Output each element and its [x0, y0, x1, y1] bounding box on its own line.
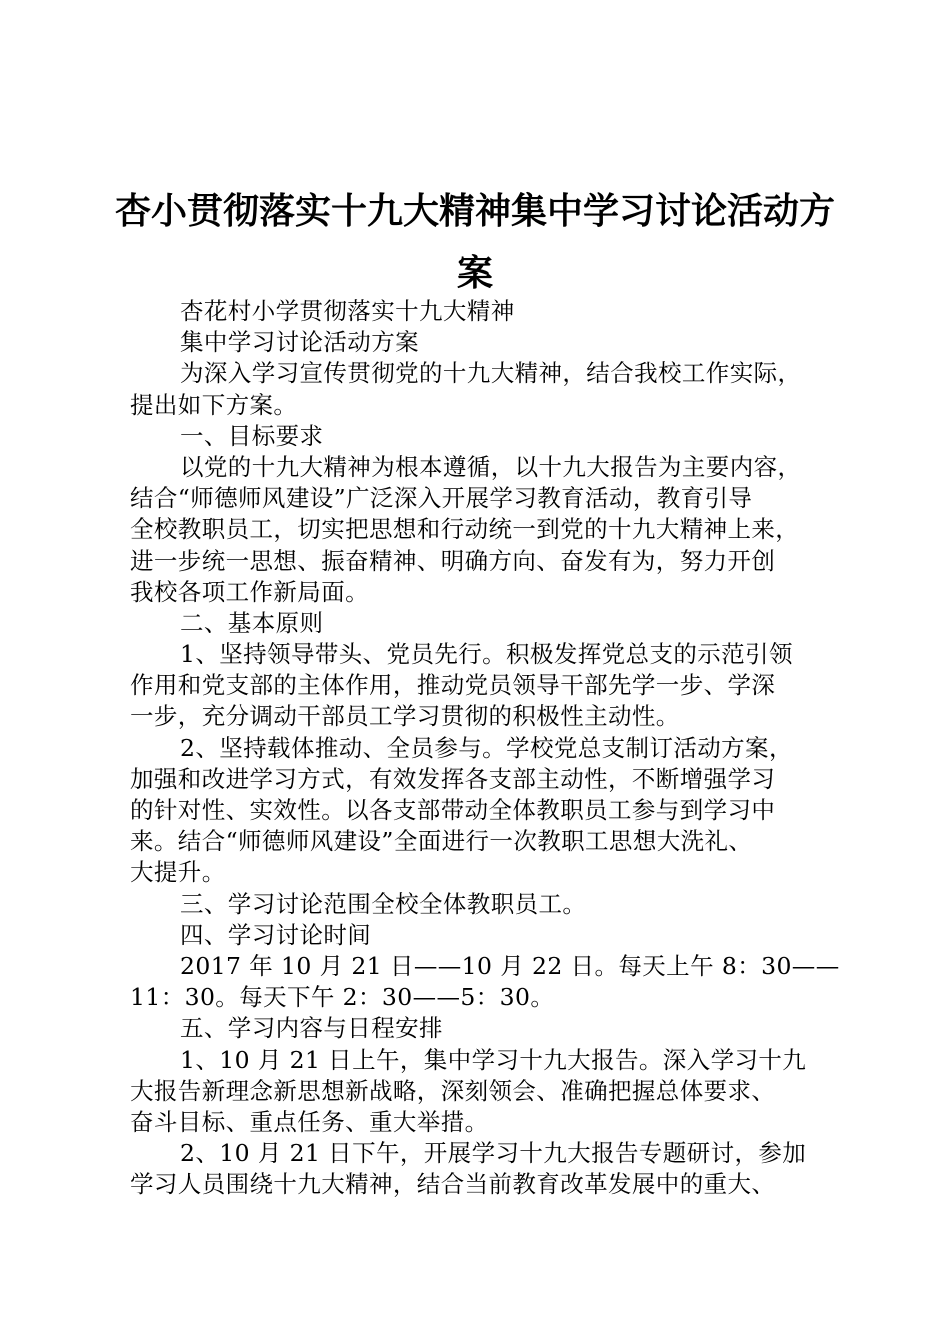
paragraph-line: 四、学习讨论时间 — [180, 920, 372, 949]
paragraph-line: 11：30。每天下午 2：30——5：30。 — [130, 983, 555, 1012]
paragraph-line: 为深入学习宣传贯彻党的十九大精神，结合我校工作实际， — [180, 359, 802, 388]
paragraph-line: 的针对性、实效性。以各支部带动全体教职员工参与到学习中 — [130, 796, 776, 824]
paragraph-line: 奋斗目标、重点任务、重大举措。 — [130, 1107, 489, 1136]
document-title-line-2: 案 — [456, 253, 493, 294]
paragraph-line: 大报告新理念新思想新战略，深刻领会、准确把握总体要求、 — [130, 1076, 776, 1105]
paragraph-line: 2017 年 10 月 21 日——10 月 22 日。每天上午 8：30—— — [180, 951, 840, 980]
paragraph-line: 1、坚持领导带头、党员先行。积极发挥党总支的示范引领 — [180, 640, 793, 669]
paragraph-line: 五、学习内容与日程安排 — [180, 1014, 443, 1043]
paragraph-line: 杏花村小学贯彻落实十九大精神 — [180, 297, 515, 325]
paragraph-line: 二、基本原则 — [180, 608, 324, 637]
paragraph-line: 结合“师德师风建设”广泛深入开展学习教育活动，教育引导 — [130, 484, 753, 513]
document-title-line-1: 杏小贯彻落实十九大精神集中学习讨论活动方 — [114, 191, 835, 232]
paragraph-line: 提出如下方案。 — [130, 390, 298, 419]
paragraph-line: 一、目标要求 — [180, 421, 324, 450]
paragraph-line: 集中学习讨论活动方案 — [180, 328, 419, 357]
paragraph-line: 大提升。 — [130, 858, 226, 887]
paragraph-line: 以党的十九大精神为根本遵循，以十九大报告为主要内容， — [180, 452, 802, 481]
paragraph-line: 全校教职员工，切实把思想和行动统一到党的十九大精神上来， — [130, 515, 800, 544]
paragraph-line: 学习人员围绕十九大精神，结合当前教育改革发展中的重大、 — [130, 1170, 776, 1199]
document-body — [130, 296, 840, 1200]
paragraph-line: 加强和改进学习方式，有效发挥各支部主动性，不断增强学习 — [130, 764, 776, 793]
paragraph-line: 作用和党支部的主体作用，推动党员领导干部先学一步、学深 — [130, 671, 776, 700]
paragraph-line: 来。结合“师德师风建设”全面进行一次教职工思想大洗礼、 — [130, 827, 753, 856]
paragraph-line: 进一步统一思想、振奋精神、明确方向、奋发有为，努力开创 — [130, 546, 776, 575]
paragraph-line: 我校各项工作新局面。 — [130, 577, 369, 606]
paragraph-line: 2、坚持载体推动、全员参与。学校党总支制订活动方案， — [180, 733, 793, 762]
paragraph-line: 三、学习讨论范围全校全体教职员工。 — [180, 889, 587, 918]
paragraph-line: 一步，充分调动干部员工学习贯彻的积极性主动性。 — [130, 702, 680, 731]
paragraph-line: 2、10 月 21 日下午，开展学习十九大报告专题研讨，参加 — [180, 1139, 807, 1168]
paragraph-line: 1、10 月 21 日上午，集中学习十九大报告。深入学习十九 — [180, 1045, 807, 1074]
